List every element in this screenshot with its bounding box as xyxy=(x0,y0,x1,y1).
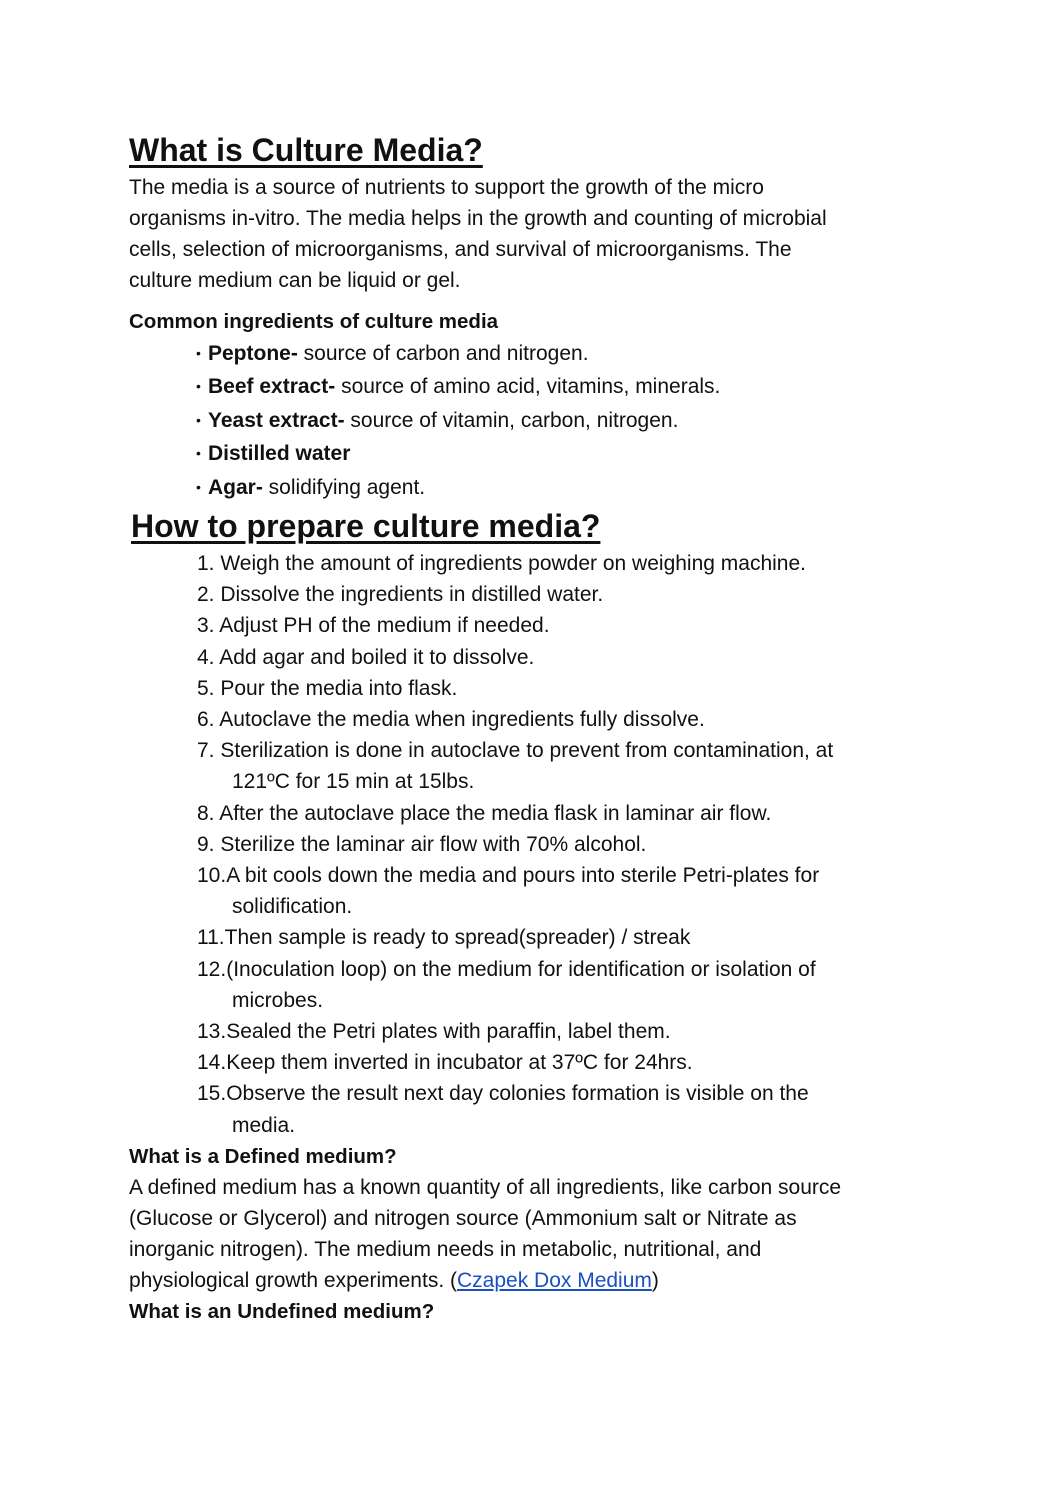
defined-medium-paragraph xyxy=(129,1172,949,1296)
step-number: 5. xyxy=(197,676,215,700)
step-number: 8. xyxy=(197,801,215,825)
step-number: 6. xyxy=(197,708,215,732)
step-text: Sealed the Petri plates with paraffin, label them. xyxy=(226,1020,671,1044)
defined-line xyxy=(129,1265,949,1296)
step-continuation: media. xyxy=(232,1113,296,1137)
list-item xyxy=(196,471,949,504)
list-item xyxy=(197,548,949,579)
list-item xyxy=(197,922,949,953)
step-text: Dissolve the ingredients in distilled water. xyxy=(214,583,604,607)
list-item xyxy=(197,954,949,1016)
ingredient-term: Distilled water xyxy=(208,442,351,466)
step-number: 1. xyxy=(197,552,215,576)
ingredient-term: Agar- xyxy=(208,475,263,499)
step-number: 11. xyxy=(197,926,225,950)
step-number: 10. xyxy=(197,864,227,888)
defined-line-prefix: physiological growth experiments. ( xyxy=(129,1268,457,1292)
list-item xyxy=(197,610,949,641)
step-number: 12. xyxy=(197,957,227,981)
defined-medium-heading: What is a Defined medium? xyxy=(129,1144,397,1168)
defined-line-suffix: ) xyxy=(651,1268,659,1292)
ingredient-desc: solidifying agent. xyxy=(262,475,426,499)
list-item xyxy=(197,642,949,673)
list-item xyxy=(197,1016,949,1047)
step-text: After the autoclave place the media flask in laminar air flow. xyxy=(214,801,772,825)
list-item xyxy=(197,1047,949,1078)
heading-culture-media: What is Culture Media? xyxy=(129,132,483,168)
step-number: 7. xyxy=(197,739,215,763)
step-text: Then sample is ready to spread(spreader) / streak xyxy=(224,926,691,950)
step-continuation: solidification. xyxy=(232,895,353,919)
step-number: 13. xyxy=(197,1020,227,1044)
list-item xyxy=(197,1078,949,1140)
list-item xyxy=(196,437,949,470)
list-item xyxy=(197,673,949,704)
step-text: Keep them inverted in incubator at 37ºC for 24hrs. xyxy=(226,1051,693,1075)
step-text: Adjust PH of the medium if needed. xyxy=(214,614,550,638)
bullet-icon: • xyxy=(196,411,201,428)
ingredient-desc: source of carbon and nitrogen. xyxy=(297,342,589,365)
list-item xyxy=(196,404,949,437)
step-number: 4. xyxy=(197,645,215,669)
undefined-medium-heading: What is an Undefined medium? xyxy=(129,1299,435,1323)
step-text: Pour the media into flask. xyxy=(214,676,458,700)
step-number: 2. xyxy=(197,583,215,607)
ingredient-desc: source of amino acid, vitamins, minerals. xyxy=(335,375,721,399)
intro-line: The media is a source of nutrients to support the growth of the micro xyxy=(129,176,764,199)
intro-line: organisms in-vitro. The media helps in the growth and counting of microbial xyxy=(129,207,827,230)
step-continuation: microbes. xyxy=(232,988,324,1012)
step-text: Sterilization is done in autoclave to prevent from contamination, at xyxy=(214,739,834,763)
step-text: Autoclave the media when ingredients fully dissolve. xyxy=(214,708,705,732)
intro-line: cells, selection of microorganisms, and survival of microorganisms. The xyxy=(129,238,792,261)
step-number: 3. xyxy=(197,614,215,638)
ingredients-heading: Common ingredients of culture media xyxy=(129,310,499,333)
ingredient-desc: source of vitamin, carbon, nitrogen. xyxy=(344,408,679,432)
preparation-steps xyxy=(129,548,949,1141)
defined-line: A defined medium has a known quantity of all ingredients, like carbon source xyxy=(129,1175,842,1199)
step-text: Add agar and boiled it to dissolve. xyxy=(214,645,535,669)
defined-line: inorganic nitrogen). The medium needs in metabolic, nutritional, and xyxy=(129,1237,762,1261)
defined-line: (Glucose or Glycerol) and nitrogen source (Ammonium salt or Nitrate as xyxy=(129,1206,797,1230)
document-page xyxy=(129,128,949,1327)
bullet-icon: • xyxy=(196,378,201,395)
step-number: 15. xyxy=(197,1082,227,1106)
ingredient-term: Peptone- xyxy=(208,342,298,365)
list-item xyxy=(197,704,949,735)
ingredient-term: Yeast extract- xyxy=(208,408,345,432)
bullet-icon: • xyxy=(196,478,201,495)
step-text: (Inoculation loop) on the medium for identification or isolation of xyxy=(226,957,816,981)
step-text: Sterilize the laminar air flow with 70% alcohol. xyxy=(214,832,647,856)
intro-line: culture medium can be liquid or gel. xyxy=(129,269,461,292)
step-text: Observe the result next day colonies formation is visible on the xyxy=(226,1082,809,1106)
ingredient-term: Beef extract- xyxy=(208,375,336,399)
step-text: Weigh the amount of ingredients powder on weighing machine. xyxy=(214,552,806,576)
list-item xyxy=(196,370,949,403)
step-continuation: 121ºC for 15 min at 15lbs. xyxy=(232,770,475,794)
list-item xyxy=(197,860,949,922)
ingredients-list xyxy=(129,337,949,504)
bullet-icon: • xyxy=(196,345,201,361)
step-number: 9. xyxy=(197,832,215,856)
intro-paragraph xyxy=(129,172,949,296)
list-item xyxy=(197,829,949,860)
heading-prepare-media: How to prepare culture media? xyxy=(131,508,601,545)
list-item xyxy=(197,735,949,797)
czapek-dox-medium-link[interactable]: Czapek Dox Medium xyxy=(456,1268,652,1292)
bullet-icon: • xyxy=(196,445,201,462)
step-number: 14. xyxy=(197,1051,227,1075)
step-text: A bit cools down the media and pours into sterile Petri-plates for xyxy=(226,864,820,888)
list-item xyxy=(196,337,949,370)
list-item xyxy=(197,798,949,829)
list-item xyxy=(197,579,949,610)
